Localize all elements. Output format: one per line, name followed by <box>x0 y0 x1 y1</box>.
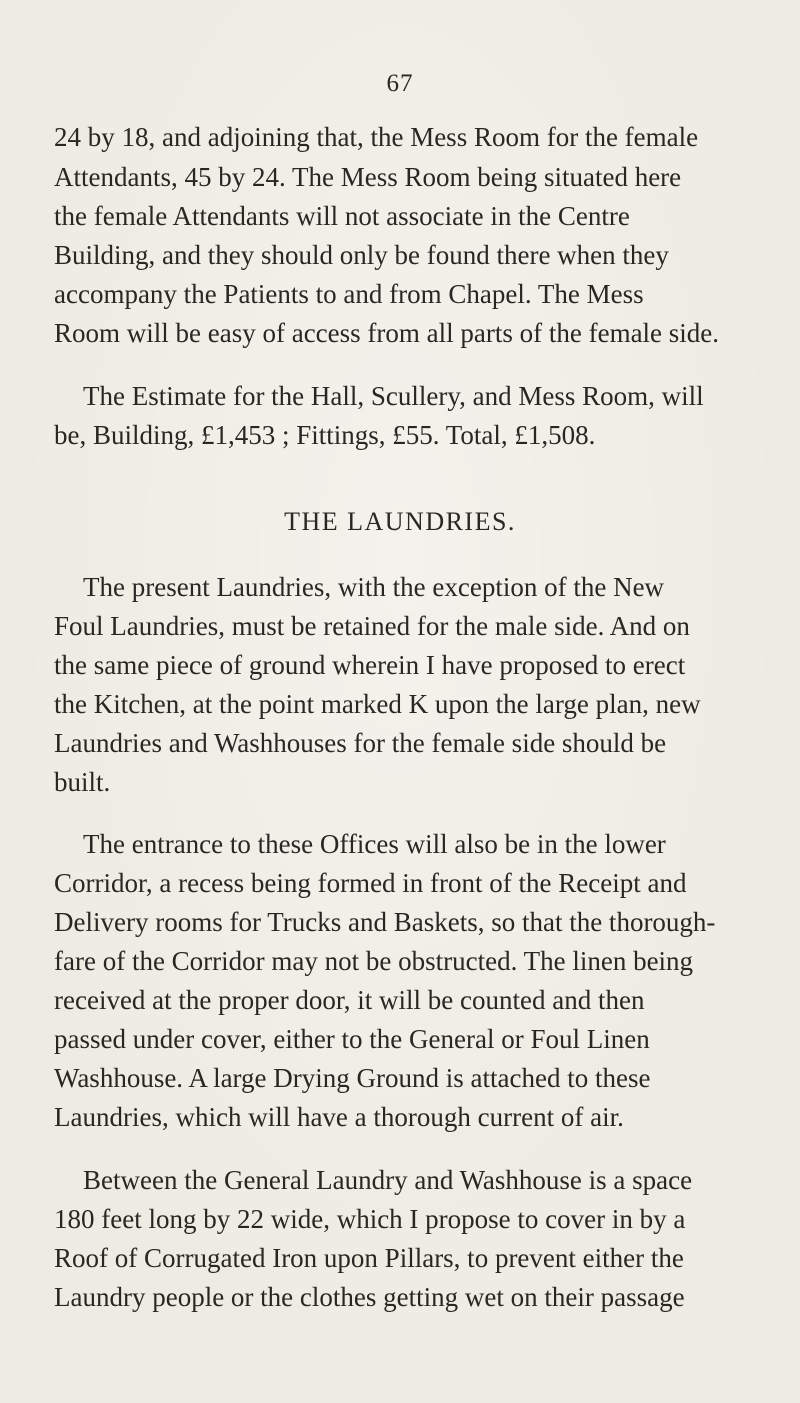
text-line: The present Laundries, with the exception of the New <box>83 572 665 602</box>
text-line: Foul Laundries, must be retained for the male side. And on <box>54 611 690 641</box>
text-line: be, Building, £1,453 ; Fittings, £55. Total, £1,508. <box>54 420 596 450</box>
text-line: accompany the Patients to and from Chapel. The Mess <box>54 279 644 309</box>
text-line: passed under cover, either to the General or Foul Linen <box>54 1024 650 1054</box>
text-line: Attendants, 45 by 24. The Mess Room being situated here <box>54 162 682 192</box>
text-line: the Kitchen, at the point marked K upon the large plan, new <box>54 689 701 719</box>
text-line: received at the proper door, it will be counted and then <box>54 985 645 1015</box>
text-line: Building, and they should only be found there when they <box>54 240 669 270</box>
text-line: Laundry people or the clothes getting wet on their passage <box>54 1282 685 1312</box>
text-line: the same piece of ground wherein I have proposed to erect <box>54 650 686 680</box>
text-line: 24 by 18, and adjoining that, the Mess Room for the female <box>54 122 699 152</box>
text-line: Corridor, a recess being formed in front of the Receipt and <box>54 868 687 898</box>
text-line: The Estimate for the Hall, Scullery, and Mess Room, will <box>83 381 704 411</box>
text-line: Washhouse. A large Drying Ground is attached to these <box>54 1063 651 1093</box>
page-number: 67 <box>386 70 414 97</box>
section-heading: THE LAUNDRIES. <box>284 507 516 536</box>
text-line: Laundries and Washhouses for the female side should be <box>54 728 667 758</box>
text-line: Roof of Corrugated Iron upon Pillars, to prevent either the <box>54 1243 684 1273</box>
text-line: Laundries, which will have a thorough current of air. <box>54 1102 624 1132</box>
text-line: fare of the Corridor may not be obstructed. The linen being <box>54 946 694 976</box>
text-line: The entrance to these Offices will also be in the lower <box>83 829 666 859</box>
text-line: 180 feet long by 22 wide, which I propose to cover in by a <box>54 1204 686 1234</box>
text-line: Delivery rooms for Trucks and Baskets, so that the thorough- <box>54 907 716 937</box>
text-line: Room will be easy of access from all parts of the female side. <box>54 318 720 348</box>
text-line: Between the General Laundry and Washhouse is a space <box>83 1165 693 1195</box>
text-line: built. <box>54 767 111 797</box>
text-line: the female Attendants will not associate in the Centre <box>54 201 630 231</box>
